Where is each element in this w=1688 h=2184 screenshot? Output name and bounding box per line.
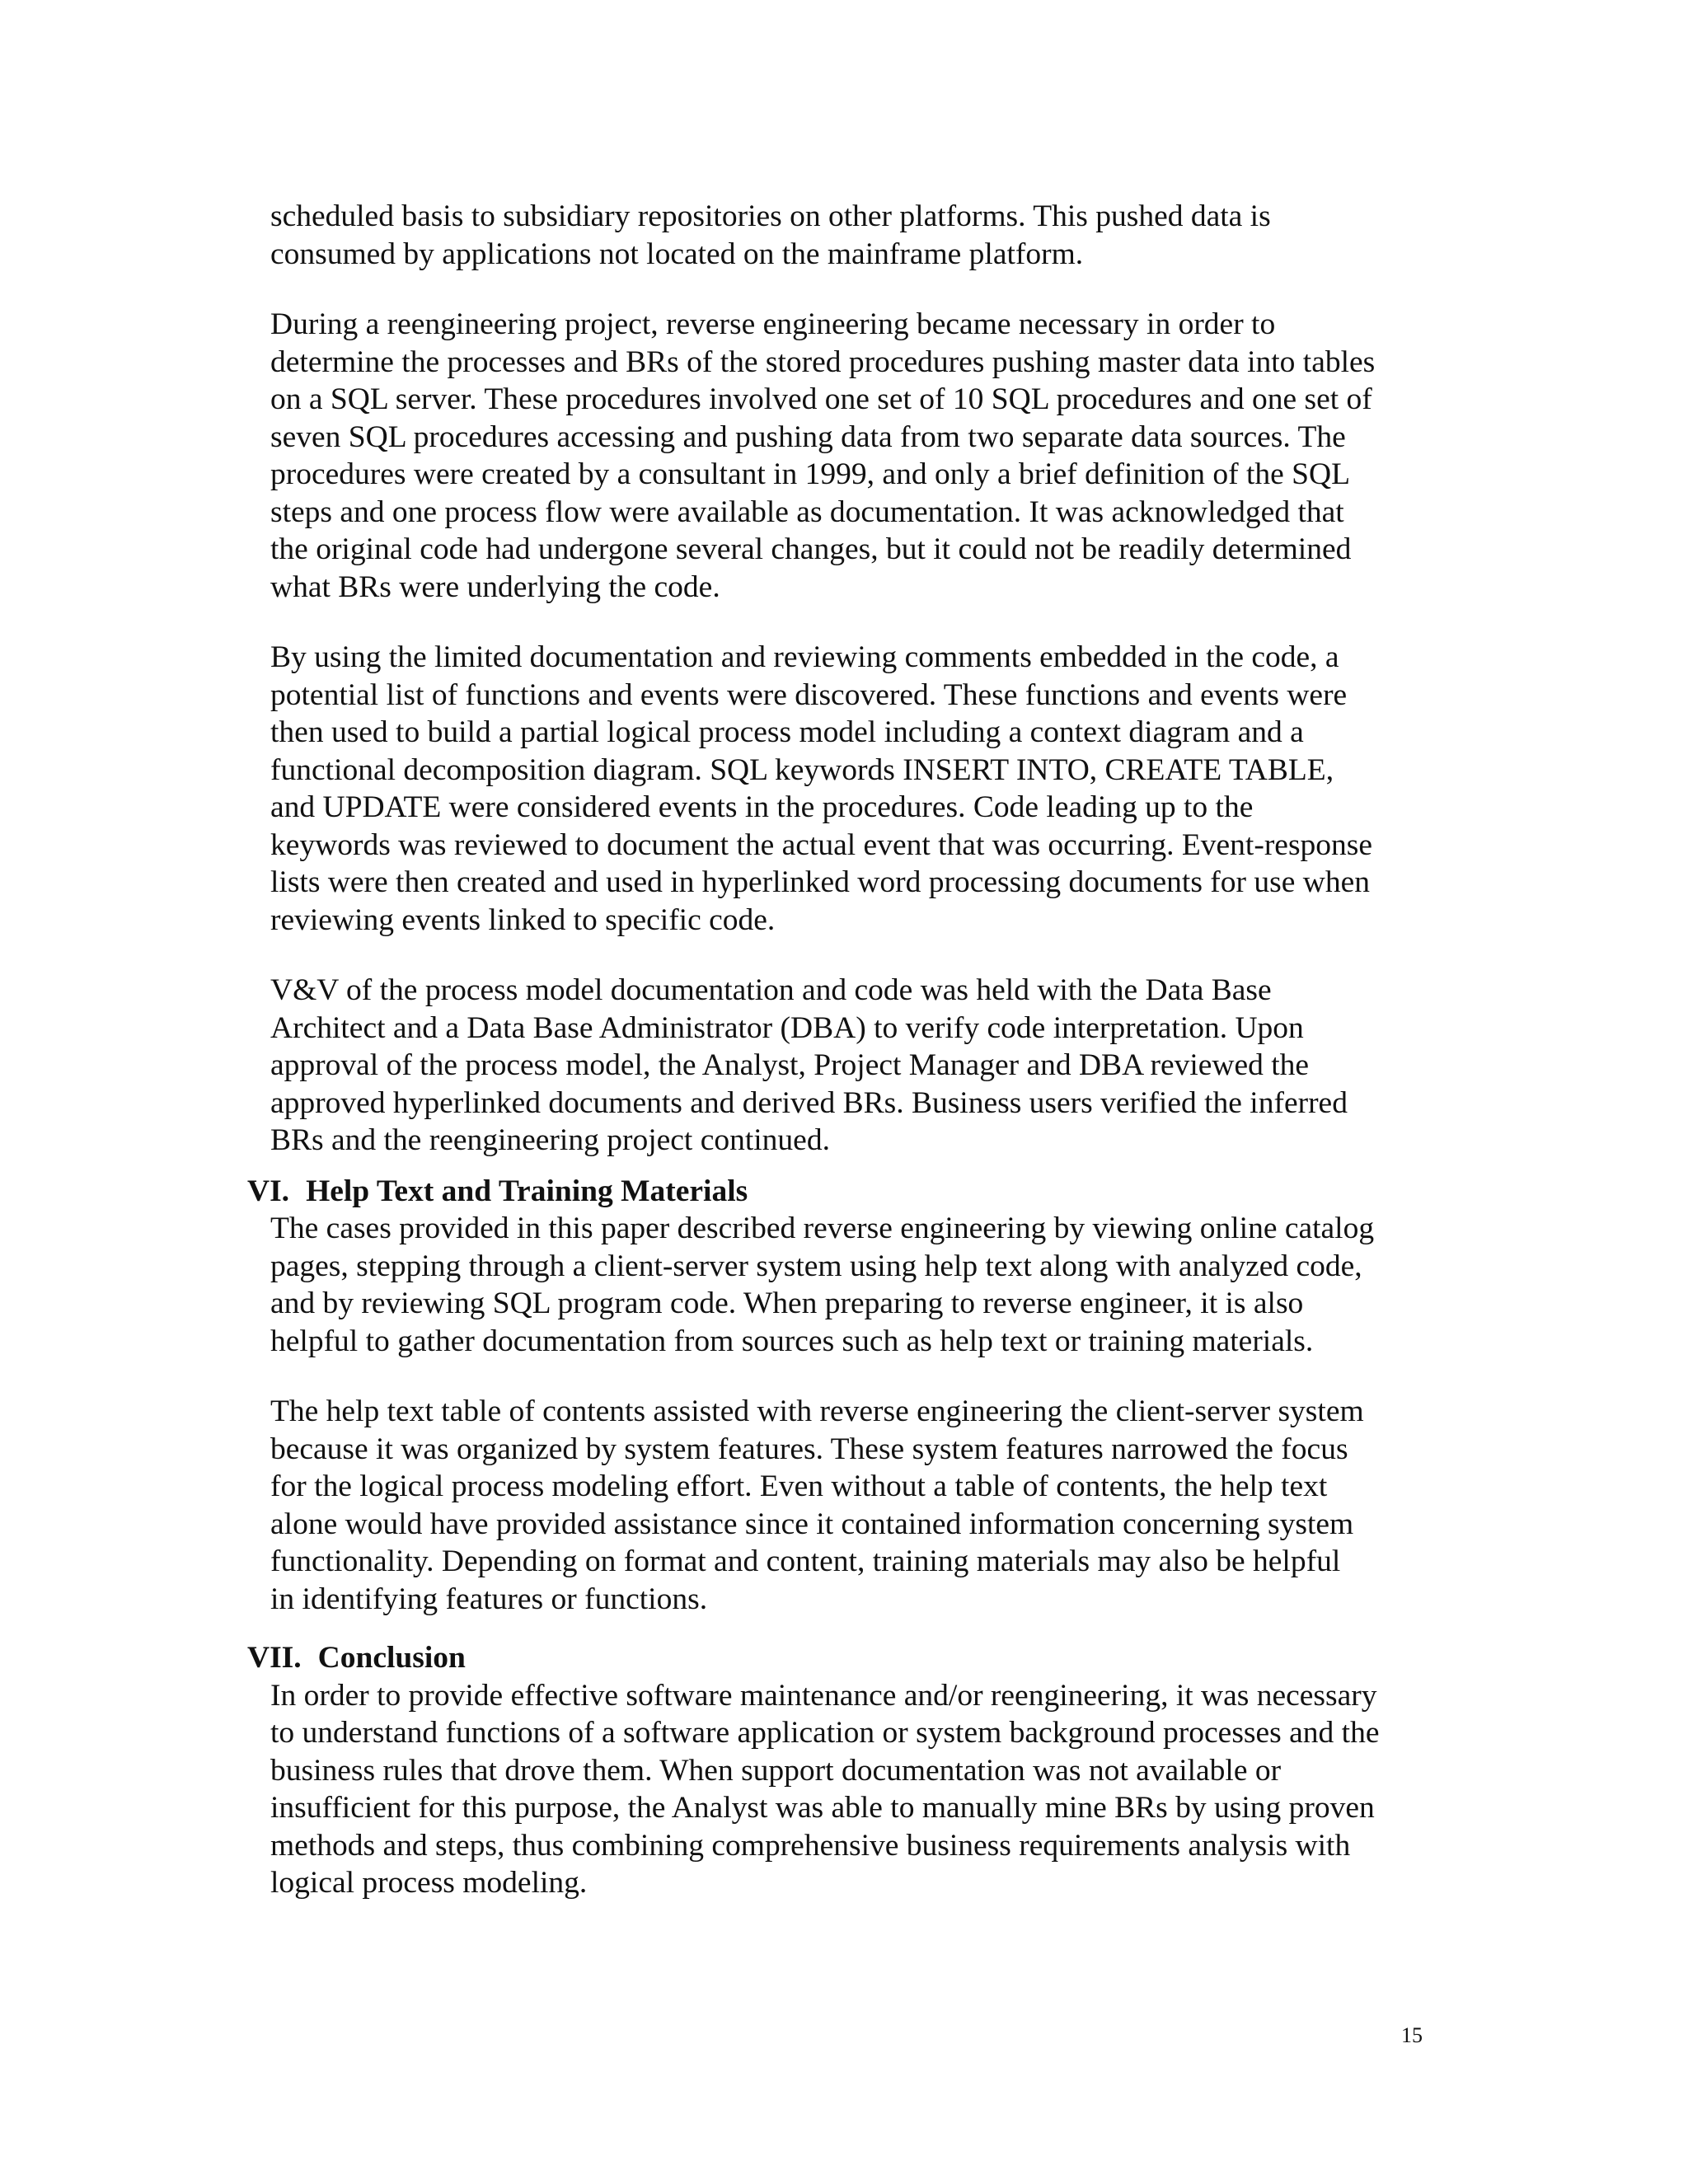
text-line: helpful to gather documentation from sources such as help text or training materials. [270, 1324, 1314, 1358]
section-help-text [247, 1173, 1441, 1619]
paragraph [270, 639, 1441, 939]
page-body [247, 198, 1441, 1935]
text-line: what BRs were underlying the code. [270, 569, 720, 604]
text-line: logical process modeling. [270, 1866, 588, 1900]
text-line: alone would have provided assistance since it contained information concerning system [270, 1507, 1354, 1541]
text-line: approval of the process model, the Analyst, Project Manager and DBA reviewed the [270, 1048, 1310, 1082]
text-line: because it was organized by system features. These system features narrowed the focus [270, 1432, 1348, 1466]
paragraph [270, 306, 1441, 606]
text-line: in identifying features or functions. [270, 1582, 708, 1616]
text-line: reviewing events linked to specific code. [270, 902, 776, 937]
paragraph [270, 1210, 1441, 1360]
paragraph [270, 1393, 1441, 1618]
text-line: Architect and a Data Base Administrator (DBA) to verify code interpretation. Upon [270, 1010, 1304, 1045]
paragraph [270, 972, 1441, 1160]
text-line: business rules that drove them. When support documentation was not available or [270, 1753, 1282, 1788]
text-line: By using the limited documentation and reviewing comments embedded in the code, a [270, 640, 1339, 674]
text-line: The cases provided in this paper described reverse engineering by viewing online catalog [270, 1212, 1375, 1245]
text-line: on a SQL server. These procedures involved one set of 10 SQL procedures and one set of [270, 382, 1372, 416]
text-line: keywords was reviewed to document the actual event that was occurring. Event-response [270, 827, 1373, 862]
text-line: methods and steps, thus combining comprehensive business requirements analysis with [270, 1828, 1351, 1863]
text-line: BRs and the reengineering project continued. [270, 1123, 830, 1157]
text-line: seven SQL procedures accessing and pushing data from two separate data sources. The [270, 419, 1346, 454]
text-line: approved hyperlinked documents and derived BRs. Business users verified the inferred [270, 1085, 1348, 1120]
section-conclusion [247, 1639, 1441, 1902]
text-line: functionality. Depending on format and content, training materials may also be helpful [270, 1544, 1341, 1578]
paragraph [270, 198, 1441, 273]
text-line: the original code had undergone several changes, but it could not be readily determined [270, 532, 1352, 566]
section-heading [247, 1639, 1441, 1677]
text-line: determine the processes and BRs of the stored procedures pushing master data into tables [270, 344, 1376, 379]
text-line: insufficient for this purpose, the Analyst was able to manually mine BRs by using proven [270, 1791, 1375, 1825]
text-line: The help text table of contents assisted with reverse engineering the client-server system [270, 1394, 1364, 1428]
section-number: VII. [247, 1641, 302, 1675]
text-line: During a reengineering project, reverse engineering became necessary in order to [270, 307, 1276, 341]
text-line: pages, stepping through a client-server system using help text along with analyzed code, [270, 1249, 1362, 1283]
section-title: Help Text and Training Materials [306, 1174, 748, 1208]
text-line: procedures were created by a consultant in 1999, and only a brief definition of the SQL [270, 457, 1350, 491]
text-line: In order to provide effective software maintenance and/or reengineering, it was necessary [270, 1678, 1377, 1713]
text-line: scheduled basis to subsidiary repositories on other platforms. This pushed data is [270, 199, 1271, 233]
section-title: Conclusion [317, 1641, 466, 1675]
section-heading [247, 1173, 1441, 1211]
text-line: and by reviewing SQL program code. When preparing to reverse engineer, it is also [270, 1286, 1304, 1320]
text-line: functional decomposition diagram. SQL keywords INSERT INTO, CREATE TABLE, [270, 752, 1334, 787]
section-number: VI. [247, 1174, 290, 1208]
text-line: to understand functions of a software application or system background processes and the [270, 1716, 1380, 1750]
text-line: for the logical process modeling effort. Even without a table of contents, the help text [270, 1469, 1328, 1503]
text-line: lists were then created and used in hyperlinked word processing documents for use when [270, 865, 1370, 899]
paragraph [270, 1677, 1441, 1902]
text-line: consumed by applications not located on the mainframe platform. [270, 237, 1084, 271]
text-line: potential list of functions and events were discovered. These functions and events were [270, 677, 1348, 712]
text-line: then used to build a partial logical process model including a context diagram and a [270, 715, 1304, 749]
text-line: steps and one process flow were available as documentation. It was acknowledged that [270, 494, 1344, 529]
page-number: 15 [1401, 2023, 1423, 2047]
text-line: V&V of the process model documentation and code was held with the Data Base [270, 973, 1272, 1007]
text-line: and UPDATE were considered events in the procedures. Code leading up to the [270, 790, 1254, 824]
